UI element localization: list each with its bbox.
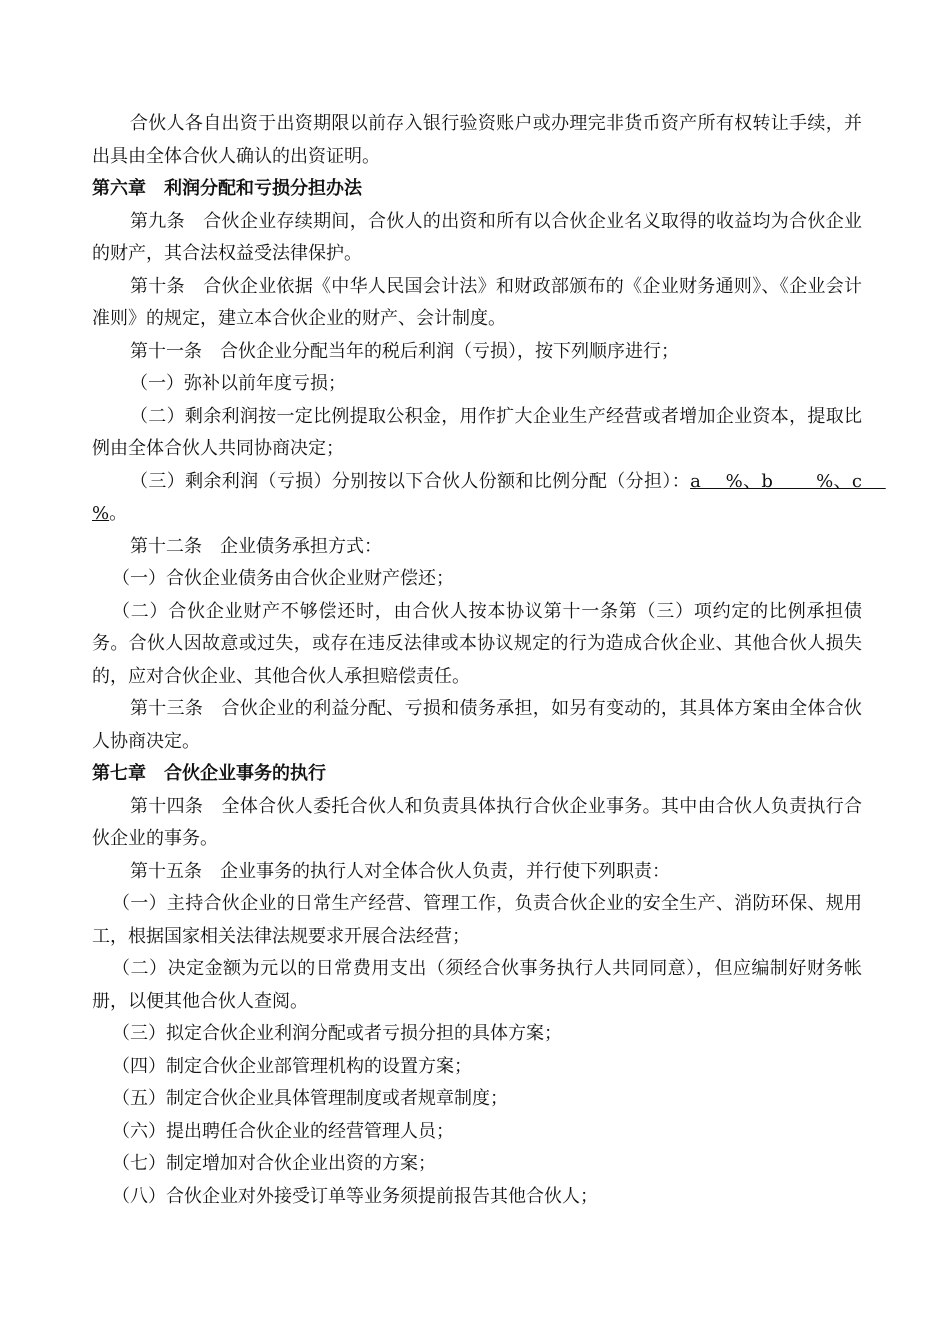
share-ratio-fill-in: a %、b %、c %: [92, 470, 886, 524]
document-page: [92, 108, 886, 1213]
article-11: 第十一条 合伙企业分配当年的税后利润（亏损），按下列顺序进行；: [130, 340, 679, 362]
article-15-item-4: （四）制定合伙企业部管理机构的设置方案；: [112, 1055, 472, 1077]
article-11-item-3-text: （三）剩余利润（亏损）分别按以下合伙人份额和比例分配（分担）：: [130, 470, 691, 492]
article-15-item-2: （二）决定金额为元以的日常费用支出（须经合伙事务执行人共同同意），但应编制好财务帐册，以便其他合伙人查阅。: [92, 958, 862, 1012]
article-11-item-2: （二）剩余利润按一定比例提取公积金，用作扩大企业生产经营或者增加企业资本，提取比例由全体合伙人共同协商决定；: [92, 405, 862, 459]
article-15-item-3: （三）拟定合伙企业利润分配或者亏损分担的具体方案；: [112, 1023, 562, 1044]
paragraph-capital-contribution: 合伙人各自出资于出资期限以前存入银行验资账户或办理完非货币资产所有权转让手续，并出具由全体合伙人确认的出资证明。: [92, 113, 862, 167]
article-15-item-7: （七）制定增加对合伙企业出资的方案；: [112, 1153, 436, 1174]
article-10: 第十条 合伙企业依据《中华人民国会计法》和财政部颁布的《企业财务通则》、《企业会计准则》的规定，建立本合伙企业的财产、会计制度。: [92, 275, 862, 329]
article-11-item-1: （一）弥补以前年度亏损；: [130, 373, 346, 394]
article-13: 第十三条 合伙企业的利益分配、亏损和债务承担，如另有变动的，其具体方案由全体合伙人协商决定。: [92, 698, 862, 752]
article-9: 第九条 合伙企业存续期间，合伙人的出资和所有以合伙企业名义取得的收益均为合伙企业的财产，其合法权益受法律保护。: [92, 210, 862, 264]
article-15: 第十五条 企业事务的执行人对全体合伙人负责，并行使下列职责：: [130, 860, 670, 882]
article-15-item-5: （五）制定合伙企业具体管理制度或者规章制度；: [112, 1088, 508, 1109]
article-14: 第十四条 全体合伙人委托合伙人和负责具体执行合伙企业事务。其中由合伙人负责执行合伙企业的事务。: [92, 795, 862, 849]
article-12: 第十二条 企业债务承担方式：: [130, 535, 382, 557]
chapter-7-heading: 第七章 合伙企业事务的执行: [92, 763, 326, 784]
article-12-item-1: （一）合伙企业债务由合伙企业财产偿还；: [112, 568, 454, 589]
article-11-item-3: [92, 466, 886, 531]
article-15-item-6: （六）提出聘任合伙企业的经营管理人员；: [112, 1120, 454, 1142]
article-15-item-1: （一）主持合伙企业的日常生产经营、管理工作，负责合伙企业的安全生产、消防环保、规用工，根据国家相关法律法规要求开展合法经营；: [92, 893, 862, 947]
article-15-item-8: （八）合伙企业对外接受订单等业务须提前报告其他合伙人；: [112, 1185, 598, 1207]
article-12-item-2: （二）合伙企业财产不够偿还时，由合伙人按本协议第十一条第（三）项约定的比例承担债务。合伙人因故意或过失，或存在违反法律或本协议规定的行为造成合伙企业、其他合伙人损失的，应对合伙企业、其他合伙人承担赔偿责任。: [92, 600, 862, 687]
article-11-item-3-suffix: 。: [109, 503, 128, 524]
chapter-6-heading: 第六章 利润分配和亏损分担办法: [92, 178, 362, 199]
